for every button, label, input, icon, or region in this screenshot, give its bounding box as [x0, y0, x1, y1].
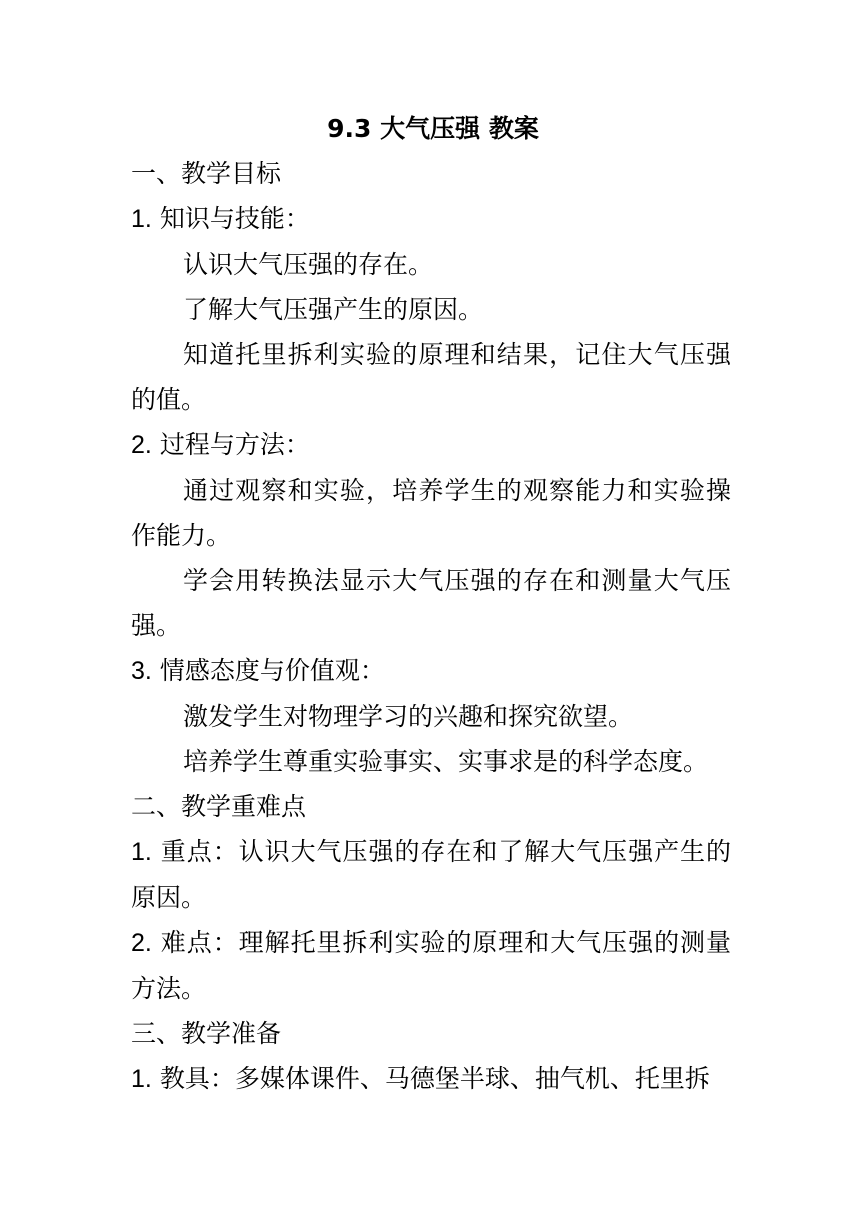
- list-item-text: 难点：理解托里拆利实验的原理和大气压强的测量方法。: [131, 928, 731, 1003]
- paragraph: 了解大气压强产生的原因。: [183, 295, 484, 324]
- list-number: 1.: [131, 205, 152, 233]
- section-heading: [131, 1011, 731, 1056]
- subsection-heading-text: 知识与技能：: [159, 204, 310, 233]
- paragraph: 激发学生对物理学习的兴趣和探究欲望。: [183, 702, 634, 731]
- paragraph: 通过观察和实验，培养学生的观察能力和实验操作能力。: [131, 476, 731, 550]
- section-heading: [131, 151, 731, 196]
- list-item-text: 重点：认识大气压强的存在和了解大气压强产生的原因。: [131, 837, 731, 912]
- subsection-heading: [131, 196, 731, 242]
- subsection-heading-text: 情感态度与价值观：: [159, 656, 385, 685]
- list-number: 2.: [131, 431, 152, 459]
- paragraph: 知道托里拆利实验的原理和结果，记住大气压强的值。: [131, 340, 731, 414]
- list-number: 1.: [131, 838, 152, 866]
- list-number: 1.: [131, 1065, 152, 1093]
- subsection-heading: [131, 422, 731, 468]
- section-heading-text: 一、教学目标: [131, 159, 282, 188]
- document-title: 9.3 大气压强 教案: [327, 114, 539, 143]
- list-number: 3.: [131, 657, 152, 685]
- list-item: [131, 920, 731, 1011]
- paragraph: 认识大气压强的存在。: [183, 250, 434, 279]
- list-number: 2.: [131, 929, 152, 957]
- paragraph: 培养学生尊重实验事实、实事求是的科学态度。: [183, 747, 709, 776]
- section-heading: [131, 784, 731, 829]
- subsection-heading: [131, 648, 731, 694]
- list-item: [131, 829, 731, 920]
- subsection-heading-text: 过程与方法：: [159, 430, 310, 459]
- list-item-text: 教具：多媒体课件、马德堡半球、抽气机、托里拆: [159, 1064, 710, 1093]
- section-heading-text: 三、教学准备: [131, 1019, 282, 1048]
- paragraph: 学会用转换法显示大气压强的存在和测量大气压强。: [131, 566, 731, 640]
- list-item: [131, 1056, 731, 1102]
- section-heading-text: 二、教学重难点: [131, 792, 307, 821]
- document-page: [131, 106, 731, 1102]
